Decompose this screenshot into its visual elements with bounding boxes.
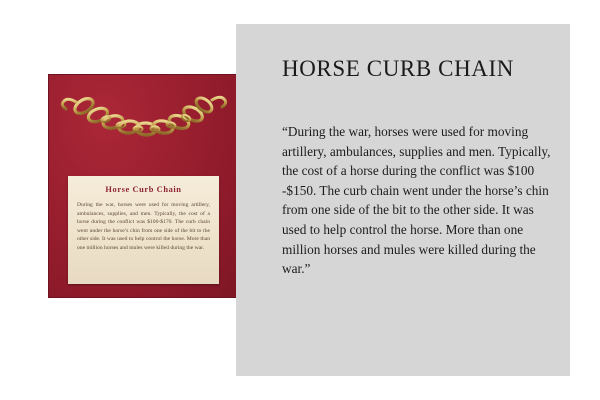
museum-label-title: Horse Curb Chain — [105, 185, 182, 194]
page-title: HORSE CURB CHAIN — [282, 56, 514, 81]
panel-description — [282, 122, 554, 279]
artifact-photo — [48, 74, 239, 298]
museum-label-text — [77, 201, 210, 253]
panel-description-text: “During the war, horses were used for moving artillery, ambulances, supplies and men. Typically, the cost of a horse during the conflict was $100 -$150. The curb chain went under the horse’s chin from one side of the bit to the other side. It was used to help control the horse. More than one million horses and mules were killed during the war.” — [282, 124, 551, 277]
curb-chain-icon — [48, 84, 239, 168]
museum-label-paragraph: During the war, horses were used for moving artillery, ambulances, supplies, and men. Typically, the cost of a horse during the conflict was $100-$170. The curb chain went under the horse’s chin from one side of the bit to the other side. It was used to help control the horse. More than one million horses and mules were killed during the war. — [77, 202, 210, 251]
museum-label-card — [68, 176, 219, 284]
